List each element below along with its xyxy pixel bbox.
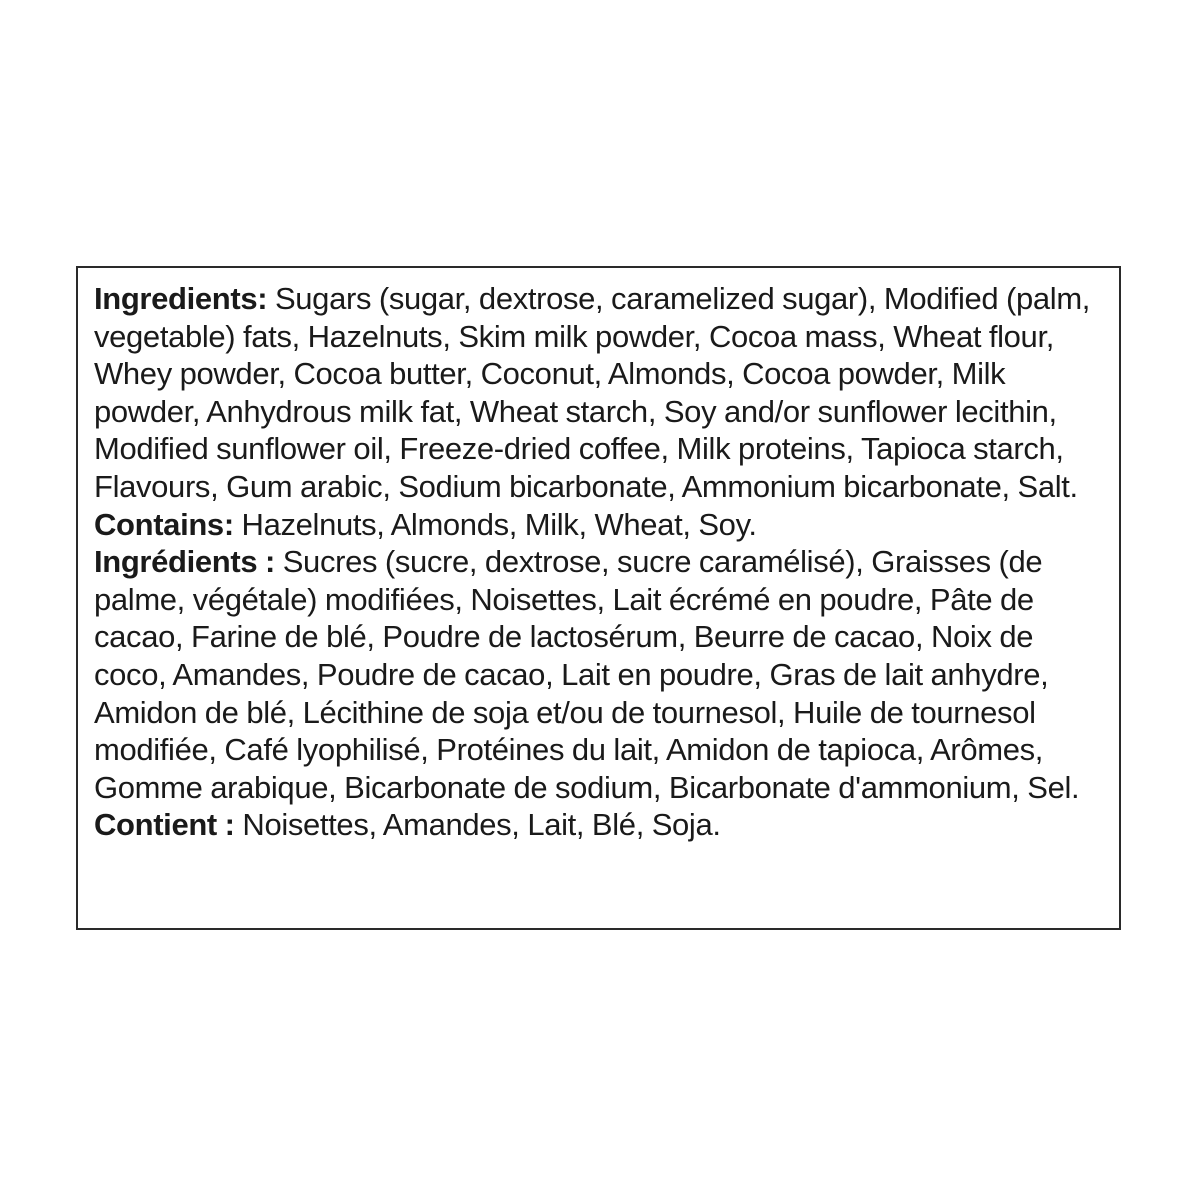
english-ingredients-paragraph <box>94 280 1107 543</box>
english-ingredients-heading: Ingredients: <box>94 281 268 316</box>
ingredients-label-box <box>76 266 1121 930</box>
french-contains-text: Noisettes, Amandes, Lait, Blé, Soja. <box>234 807 721 843</box>
english-contains-text: Hazelnuts, Almonds, Milk, Wheat, Soy. <box>233 506 757 542</box>
french-ingredients-paragraph <box>94 543 1107 844</box>
french-ingredients-heading: Ingrédients : <box>94 544 275 580</box>
english-ingredients-text: Sugars (sugar, dextrose, caramelized sugar), Modified (palm, vegetable) fats, Hazelnuts, Skim milk powder, Cocoa mass, Wheat flour, Whey powder, Cocoa butter, Coconut, Almonds, Cocoa powder, Milk powder, Anhydrous milk fat, Wheat starch, Soy and/or sunflower lecithin, Modified sunflower oil, Freeze-dried coffee, Milk proteins, Tapioca starch, Flavours, Gum arabic, Sodium bicarbonate, Ammonium bicarbonate, Salt. <box>94 281 1091 504</box>
french-ingredients-text: Sucres (sucre, dextrose, sucre caramélisé), Graisses (de palme, végétale) modifiées, Noisettes, Lait écrémé en poudre, Pâte de cacao, Farine de blé, Poudre de lactosérum, Beurre de cacao, Noix de coco, Amandes, Poudre de cacao, Lait en poudre, Gras de lait anhydre, Amidon de blé, Lécithine de soja et/ou de tournesol, Huile de tournesol modifiée, Café lyophilisé, Protéines du lait, Amidon de tapioca, Arômes, Gomme arabique, Bicarbonate de sodium, Bicarbonate d'ammonium, Sel. <box>94 544 1080 805</box>
english-contains-heading: Contains: <box>94 506 234 542</box>
french-contains-heading: Contient : <box>94 807 235 843</box>
